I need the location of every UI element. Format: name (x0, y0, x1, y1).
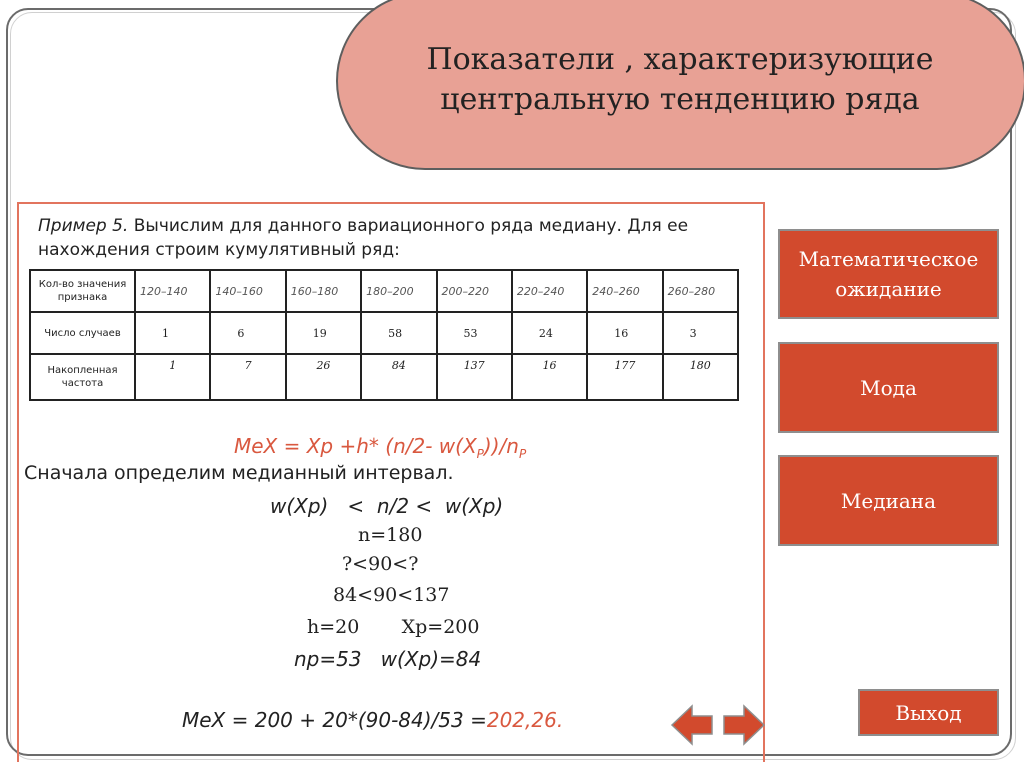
title-line-1: Показатели , характеризующие (426, 42, 934, 77)
page-title (370, 40, 990, 120)
row-header-cases: Число случаев (30, 312, 135, 354)
formula-sub-2: P (518, 447, 527, 461)
step-text: Сначала определим медианный интервал. (24, 462, 454, 484)
cumulative-cell: 7 (210, 354, 285, 400)
range-cell: 120–140 (135, 270, 210, 312)
result-prefix: MeX = 200 + 20*(90-84)/53 = (182, 708, 487, 732)
table-row (30, 354, 738, 400)
n-value: n=180 (358, 524, 423, 546)
table-row (30, 312, 738, 354)
cases-cell: 24 (512, 312, 587, 354)
example-label: Пример 5. (38, 216, 129, 236)
cases-cell: 1 (135, 312, 210, 354)
cases-cell: 6 (210, 312, 285, 354)
title-line-2: центральную тенденцию ряда (440, 82, 920, 117)
exit-button[interactable]: Выход (858, 689, 999, 736)
cumulative-cell: 16 (512, 354, 587, 400)
intro-text (38, 214, 758, 262)
range-cell: 140–160 (210, 270, 285, 312)
formula-sub-1: P (476, 447, 484, 461)
cumulative-cell: 1 (135, 354, 210, 400)
median-button[interactable]: Медиана (778, 455, 999, 546)
cases-cell: 16 (587, 312, 662, 354)
cumulative-cell: 180 (663, 354, 738, 400)
next-arrow-icon[interactable] (722, 703, 766, 747)
cases-cell: 3 (663, 312, 738, 354)
result-value: 202,26. (486, 708, 564, 732)
cases-cell: 53 (437, 312, 512, 354)
cases-cell: 19 (286, 312, 361, 354)
cases-cell: 58 (361, 312, 436, 354)
median-formula (234, 434, 526, 461)
row-header-cumulative: Накопленная частота (30, 354, 135, 400)
previous-arrow-icon[interactable] (670, 703, 714, 747)
range-cell: 200–220 (437, 270, 512, 312)
range-cell: 160–180 (286, 270, 361, 312)
range-cell: 240–260 (587, 270, 662, 312)
range-cell: 220–240 (512, 270, 587, 312)
cumulative-cell: 26 (286, 354, 361, 400)
range-cell: 180–200 (361, 270, 436, 312)
cumulative-cell: 177 (587, 354, 662, 400)
np-w-values: np=53 w(Xp)=84 (294, 647, 482, 671)
math-expectation-button[interactable]: Математическое ожидание (778, 229, 999, 319)
mode-button[interactable]: Мода (778, 342, 999, 433)
inequality-line: w(Xp) < n/2 < w(Xp) (270, 494, 504, 518)
formula-main: MeX = Xp +h* (n/2- w(X (234, 434, 477, 458)
range-inequality: 84<90<137 (333, 584, 450, 606)
cumulative-table (29, 269, 739, 401)
table-row (30, 270, 738, 312)
formula-mid: ))/n (483, 434, 519, 458)
cumulative-cell: 84 (361, 354, 436, 400)
intro-body: Вычислим для данного вариационного ряда медиану. Для ее нахождения строим кумулятивный ряд: (38, 216, 689, 260)
result-line (182, 708, 563, 732)
h-xp-values: h=20 Xp=200 (307, 616, 480, 638)
question-inequality: ?<90<? (342, 553, 419, 575)
cumulative-cell: 137 (437, 354, 512, 400)
row-header-values: Кол-во значения признака (30, 270, 135, 312)
range-cell: 260–280 (663, 270, 738, 312)
